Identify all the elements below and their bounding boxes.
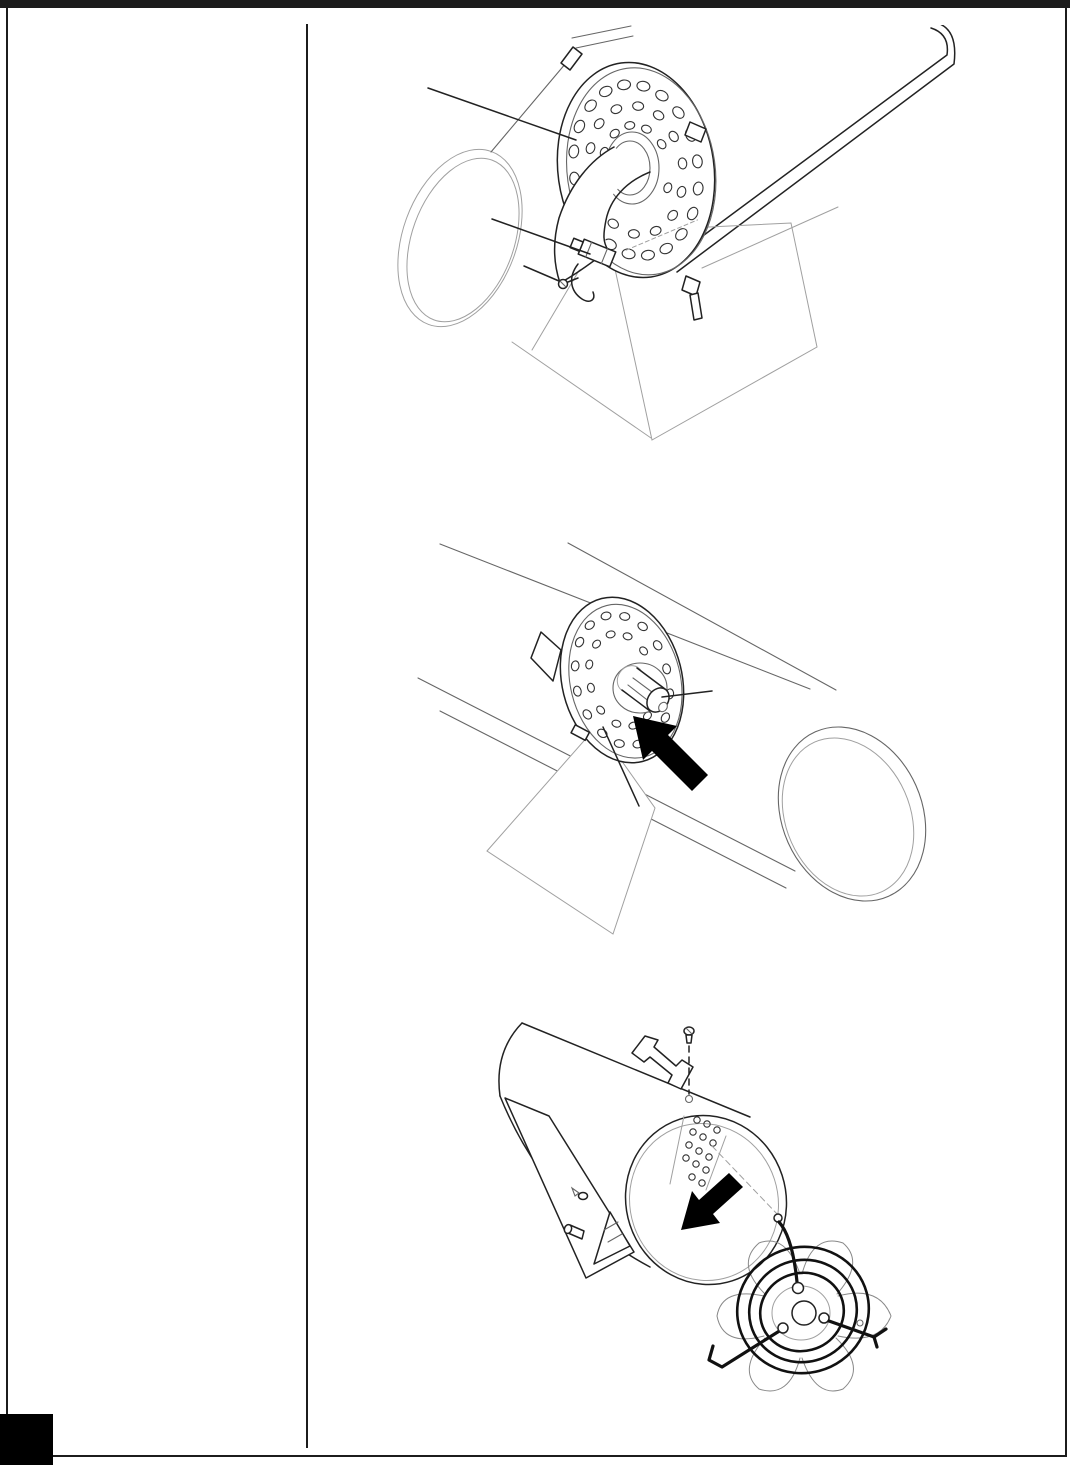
fan-removal-drawing xyxy=(480,1010,920,1435)
mounting-flange xyxy=(531,632,561,681)
bottom-margin-rule xyxy=(53,1455,1066,1457)
plate-top-tab xyxy=(561,47,582,70)
left-margin-rule xyxy=(6,8,8,1415)
orifice-nozzle-drawing xyxy=(400,540,940,940)
leader-line-plate xyxy=(428,88,576,140)
page-corner-tab xyxy=(0,1414,53,1465)
right-margin-rule xyxy=(1065,8,1067,1457)
figure-fan-removal xyxy=(480,1010,920,1435)
figure-burner-assembly xyxy=(395,25,975,460)
fan-hub xyxy=(792,1301,816,1325)
black-arrow xyxy=(633,716,708,791)
figure-orifice-nozzle xyxy=(400,540,940,940)
column-divider-rule xyxy=(306,24,308,1448)
mounting-screw xyxy=(559,278,579,289)
leader-line-screw xyxy=(524,266,559,281)
top-border-bar xyxy=(0,0,1070,8)
base-bracket xyxy=(505,1098,634,1278)
plate-bottom-leg xyxy=(690,293,702,320)
combustion-chamber xyxy=(418,543,940,925)
burner-assembly-drawing xyxy=(395,25,975,460)
